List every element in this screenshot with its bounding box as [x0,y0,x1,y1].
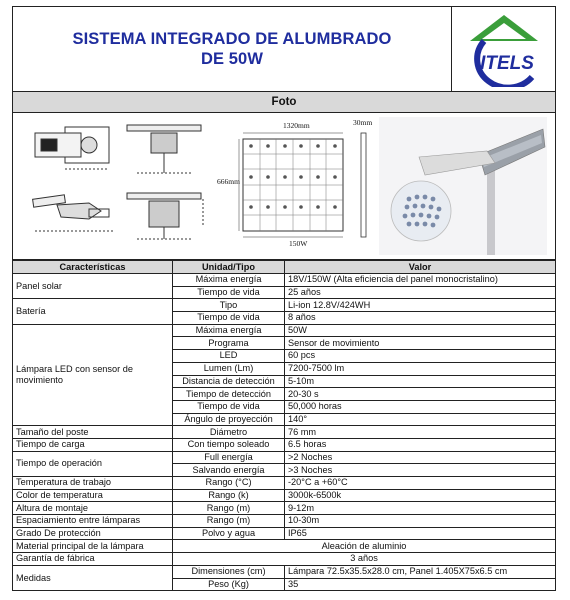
unit-cell: Tiempo de detección [173,388,285,401]
table-row [13,274,556,287]
value-cell: >2 Noches [285,451,556,464]
value-cell: 9-12m [285,502,556,515]
value-cell: 50,000 horas [285,400,556,413]
unit-cell: Ángulo de proyección [173,413,285,426]
value-cell: 140° [285,413,556,426]
group-warranty: Garantía de fábrica [13,553,173,566]
value-cell: -20°C a +60°C [285,477,556,490]
unit-cell: Distancia de detección [173,375,285,388]
unit-cell: Salvando energía [173,464,285,477]
table-row [13,451,556,464]
unit-cell: Tiempo de vida [173,400,285,413]
value-cell: 20-30 s [285,388,556,401]
logo-cell [452,7,555,91]
spec-table [12,260,556,591]
group-battery: Batería [13,299,173,324]
table-row [13,324,556,337]
value-cell: 5-10m [285,375,556,388]
panel-power-label: 150W [289,239,308,248]
unit-cell: Rango (°C) [173,477,285,490]
spec-sheet [12,6,556,591]
group-mount-height: Altura de montaje [13,502,173,515]
table-row [13,438,556,451]
header [12,6,556,92]
value-cell: 6.5 horas [285,438,556,451]
unit-cell: Rango (m) [173,502,285,515]
itels-logo [460,11,548,87]
unit-cell: Polvo y agua [173,527,285,540]
table-row [13,540,556,553]
unit-cell: Lumen (Lm) [173,362,285,375]
unit-cell: Peso (Kg) [173,578,285,591]
value-cell: 60 pcs [285,350,556,363]
unit-cell: Full energía [173,451,285,464]
title-line-1: SISTEMA INTEGRADO DE ALUMBRADO [72,30,392,48]
panel-drawing [213,118,383,251]
value-cell: 50W [285,324,556,337]
value-cell: 3 años [173,553,556,566]
table-row [13,489,556,502]
unit-cell: Programa [173,337,285,350]
table-row [13,553,556,566]
photo-row [12,113,556,260]
value-cell: 25 años [285,286,556,299]
group-work-temp: Temperatura de trabajo [13,477,173,490]
table-header-row [13,261,556,274]
table-row [13,515,556,528]
value-cell: 3000k-6500k [285,489,556,502]
unit-cell: Rango (k) [173,489,285,502]
unit-cell: Con tiempo soleado [173,438,285,451]
header-value: Valor [285,261,556,274]
value-cell: 18V/150W (Alta eficiencia del panel monocristalino) [285,274,556,287]
title-line-2: DE 50W [200,50,264,68]
group-protection: Grado De protección [13,527,173,540]
unit-cell: Diámetro [173,426,285,439]
group-charge-time: Tiempo de carga [13,438,173,451]
header-unit: Unidad/Tipo [173,261,285,274]
unit-cell: Rango (m) [173,515,285,528]
header-characteristic: Características [13,261,173,274]
unit-cell: Máxima energía [173,324,285,337]
table-row [13,502,556,515]
group-operation-time: Tiempo de operación [13,451,173,476]
table-row [13,299,556,312]
table-row [13,426,556,439]
group-lamp: Lámpara LED con sensor de movimiento [13,324,173,426]
value-cell: Aleación de aluminio [173,540,556,553]
group-spacing: Espaciamiento entre lámparas [13,515,173,528]
panel-width-label: 1320mm [283,121,310,130]
unit-cell: Tiempo de vida [173,286,285,299]
value-cell: 8 años [285,312,556,325]
product-photo [379,117,547,255]
logo-text: ITELS [479,53,534,74]
group-color-temp: Color de temperatura [13,489,173,502]
value-cell: >3 Noches [285,464,556,477]
value-cell: Li-ion 12.8V/424WH [285,299,556,312]
panel-height-label: 666mm [217,177,240,186]
table-row [13,527,556,540]
value-cell: IP65 [285,527,556,540]
value-cell: Sensor de movimiento [285,337,556,350]
group-material: Material principal de la lámpara [13,540,173,553]
group-panel: Panel solar [13,274,173,299]
group-pole: Tamaño del poste [13,426,173,439]
unit-cell: LED [173,350,285,363]
value-cell: Lámpara 72.5x35.5x28.0 cm, Panel 1.405X75x6.5 cm [285,565,556,578]
photo-heading: Foto [12,92,556,113]
unit-cell: Dimensiones (cm) [173,565,285,578]
unit-cell: Máxima energía [173,274,285,287]
table-row [13,565,556,578]
value-cell: 35 [285,578,556,591]
unit-cell: Tiempo de vida [173,312,285,325]
table-row [13,477,556,490]
group-measures: Medidas [13,565,173,590]
title-cell [13,7,452,91]
value-cell: 76 mm [285,426,556,439]
value-cell: 10-30m [285,515,556,528]
value-cell: 7200-7500 lm [285,362,556,375]
unit-cell: Tipo [173,299,285,312]
lamp-technical-drawing [27,121,207,253]
panel-depth-label: 30mm [353,118,373,127]
solar-grid-icon [213,121,383,251]
